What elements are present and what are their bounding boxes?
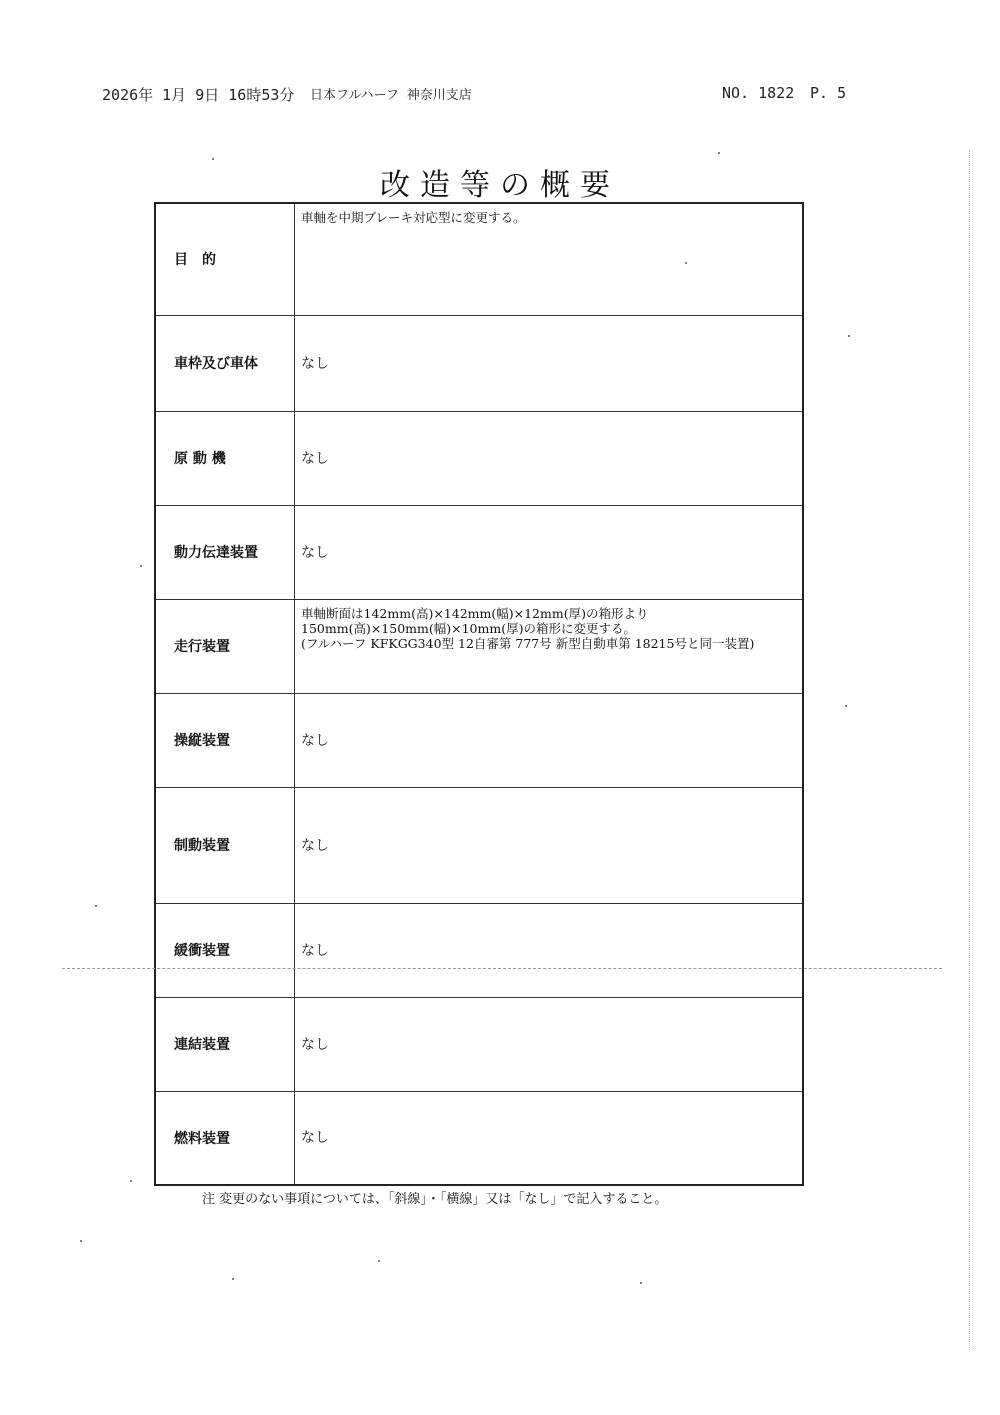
scan-artifact-line xyxy=(62,968,942,969)
scan-speck xyxy=(95,905,97,907)
fax-page: P. 5 xyxy=(810,84,847,102)
table-row-coupling xyxy=(155,997,803,1091)
modification-summary-table xyxy=(154,202,804,1186)
table-row-steering xyxy=(155,693,803,787)
fax-datetime: 2026年 1月 9日 16時53分 xyxy=(102,86,295,104)
fax-header xyxy=(0,84,1000,108)
row-content: なし xyxy=(295,1091,804,1185)
row-label: 燃料装置 xyxy=(155,1091,295,1185)
table-row-fuel xyxy=(155,1091,803,1185)
row-content: なし xyxy=(295,505,804,599)
row-label: 制動装置 xyxy=(155,787,295,903)
row-label: 動力伝達装置 xyxy=(155,505,295,599)
row-label: 操縦装置 xyxy=(155,693,295,787)
table-row-suspension xyxy=(155,903,803,997)
table-row-braking xyxy=(155,787,803,903)
fax-sender: 日本フルハーフ 神奈川支店 xyxy=(310,88,472,103)
scan-speck xyxy=(718,152,720,154)
scan-speck xyxy=(685,262,687,264)
scan-edge-line xyxy=(969,150,970,1350)
row-content: なし xyxy=(295,787,804,903)
scan-speck xyxy=(130,1180,132,1182)
fax-number: NO. 1822 xyxy=(722,84,795,102)
scan-speck xyxy=(378,1260,380,1262)
row-content: 車軸を中期ブレーキ対応型に変更する。 xyxy=(295,203,804,315)
scan-speck xyxy=(212,158,214,160)
row-label: 原 動 機 xyxy=(155,411,295,505)
row-content: なし xyxy=(295,903,804,997)
row-label: 走行装置 xyxy=(155,599,295,693)
running-gear-line: 車軸断面は142mm(高)×142mm(幅)×12mm(厚)の箱形より xyxy=(301,605,649,621)
row-content xyxy=(295,599,804,693)
table-row-frame-body xyxy=(155,315,803,411)
table-row-purpose xyxy=(155,203,803,315)
footnote: 注 変更のない事項については、「斜線」・「横線」又は「なし」で記入すること。 xyxy=(202,1192,668,1207)
row-label: 緩衝装置 xyxy=(155,903,295,997)
row-label: 目 的 xyxy=(155,203,295,315)
scan-speck xyxy=(232,1278,234,1280)
row-content: なし xyxy=(295,997,804,1091)
scan-speck xyxy=(140,565,142,567)
row-content: なし xyxy=(295,411,804,505)
row-label: 車枠及び車体 xyxy=(155,315,295,411)
scan-speck xyxy=(845,705,847,707)
running-gear-line: 150mm(高)×150mm(幅)×10mm(厚)の箱形に変更する。 xyxy=(301,620,636,636)
table-row-power-transmission xyxy=(155,505,803,599)
row-label: 連結装置 xyxy=(155,997,295,1091)
scan-speck xyxy=(848,335,850,337)
table-row-running-gear xyxy=(155,599,803,693)
scan-speck xyxy=(640,1282,642,1284)
scan-speck xyxy=(80,1240,82,1242)
document-title: 改造等の概要 xyxy=(380,168,620,203)
running-gear-line: (フルハーフ KFKGG340型 12自審第 777号 新型自動車第 18215号と同一装置) xyxy=(301,635,755,651)
table-row-engine xyxy=(155,411,803,505)
row-content: なし xyxy=(295,693,804,787)
row-content: なし xyxy=(295,315,804,411)
